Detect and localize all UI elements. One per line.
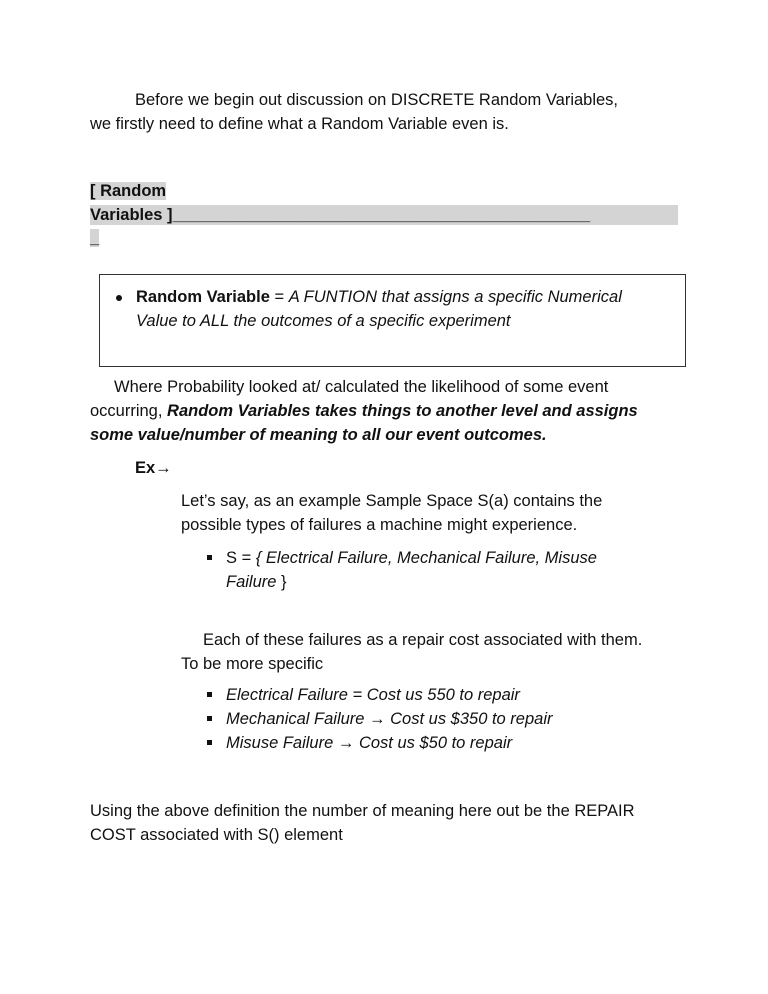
cost-intro-1: Each of these failures as a repair cost associated with them.	[203, 631, 643, 649]
heading-rule: _______________________________________________	[172, 206, 590, 224]
definition-line-1	[136, 287, 622, 307]
heading-line-3: _	[90, 229, 100, 247]
paragraph2-emphasis-2: some value/number of meaning to all our event outcomes.	[90, 426, 547, 444]
set-items-2: Failure	[226, 573, 277, 591]
square-bullet-icon	[207, 716, 212, 721]
paragraph2-emphasis-1: Random Variables takes things to another level and assigns	[167, 402, 638, 420]
set-prefix: S =	[226, 549, 256, 567]
cost-item-electrical: Electrical Failure = Cost us 550 to repair	[226, 686, 520, 704]
set-items-1: { Electrical Failure, Mechanical Failure, Misuse	[255, 549, 597, 567]
square-bullet-icon	[207, 555, 212, 560]
paragraph2-line-2	[90, 401, 638, 421]
example-intro-1: Let’s say, as an example Sample Space S(a) contains the	[181, 492, 603, 510]
set-close: }	[276, 573, 287, 591]
intro-line-2: we firstly need to define what a Random Variable even is.	[90, 115, 509, 133]
cost-item-misuse: Misuse Failure → Cost us $50 to repair	[226, 734, 513, 752]
definition-equals: =	[269, 288, 289, 306]
intro-line-1: Before we begin out discussion on DISCRETE Random Variables,	[135, 91, 619, 109]
definition-text-1: A FUNTION that assigns a specific Numerical	[288, 288, 622, 306]
square-bullet-icon	[207, 692, 212, 697]
cost-item-mechanical: Mechanical Failure → Cost us $350 to repair	[226, 710, 553, 728]
heading-text: Variables ]	[90, 206, 173, 224]
paragraph2-plain: occurring,	[90, 402, 168, 420]
example-label: Ex→	[135, 459, 172, 477]
square-bullet-icon	[207, 740, 212, 745]
cost-intro-2: To be more specific	[181, 655, 324, 673]
heading-line-1: [ Random	[90, 182, 167, 200]
heading-line-2	[90, 205, 678, 225]
conclusion-line-1: Using the above definition the number of meaning here out be the REPAIR	[90, 802, 635, 820]
sample-space-line-1	[226, 548, 597, 568]
conclusion-line-2: COST associated with S() element	[90, 826, 343, 844]
bullet-icon	[116, 295, 122, 301]
paragraph2-line-1: Where Probability looked at/ calculated the likelihood of some event	[114, 378, 609, 396]
example-intro-2: possible types of failures a machine might experience.	[181, 516, 578, 534]
section-heading	[90, 181, 166, 201]
sample-space-line-2	[226, 572, 287, 592]
definition-box	[99, 274, 686, 367]
definition-term: Random Variable	[136, 288, 270, 306]
definition-text-2: Value to ALL the outcomes of a specific experiment	[136, 312, 511, 330]
